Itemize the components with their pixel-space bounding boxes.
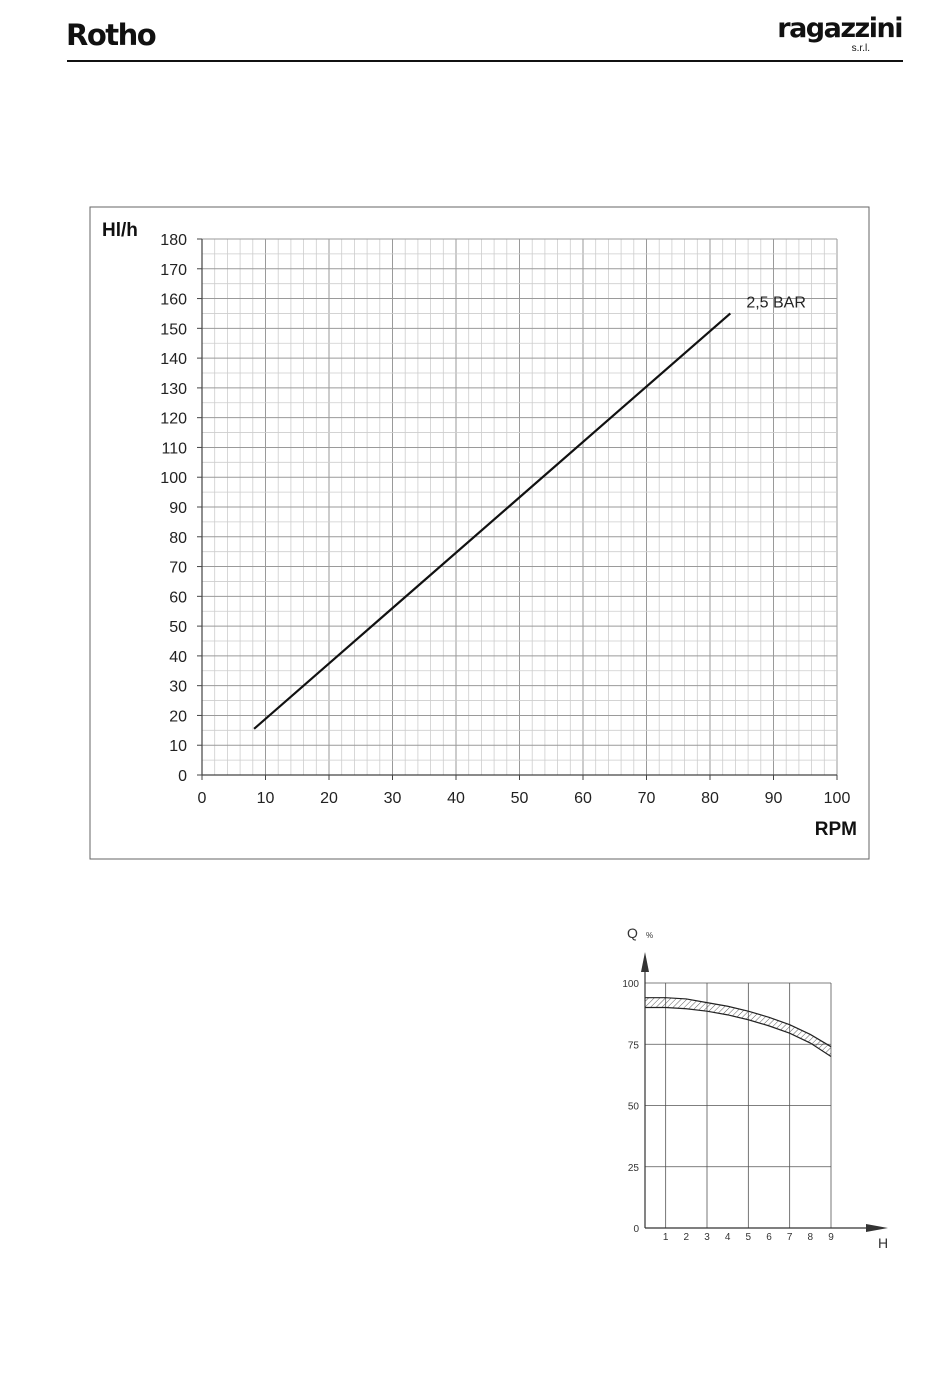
x-axis-title: RPM bbox=[814, 819, 857, 840]
x-tick-label: 50 bbox=[510, 790, 529, 807]
x-tick-label: 70 bbox=[637, 790, 656, 807]
small-y-tick-label: 25 bbox=[627, 1162, 639, 1174]
small-y-tick-label: 50 bbox=[627, 1101, 639, 1113]
y-tick-label: 160 bbox=[160, 291, 187, 309]
efficiency-band-fill bbox=[645, 998, 831, 1057]
small-chart-band bbox=[645, 998, 831, 1057]
small-x-tick-label: 1 bbox=[662, 1232, 669, 1243]
x-tick-label: 90 bbox=[764, 790, 783, 807]
small-chart-grid bbox=[645, 983, 831, 1228]
y-tick-label: 70 bbox=[169, 559, 187, 577]
x-tick-label: 80 bbox=[701, 790, 719, 807]
x-tick-label: 30 bbox=[383, 790, 402, 807]
ragazzini-logo-subtitle: s.r.l. bbox=[851, 43, 870, 54]
small-x-tick-label: 4 bbox=[724, 1232, 731, 1243]
small-x-tick-label: 8 bbox=[807, 1232, 814, 1243]
y-tick-label: 20 bbox=[169, 708, 187, 726]
y-tick-label: 180 bbox=[160, 232, 187, 249]
y-tick-label: 0 bbox=[178, 768, 187, 785]
y-tick-label: 170 bbox=[160, 261, 187, 279]
x-tick-label: 60 bbox=[574, 790, 592, 807]
small-y-tick-label: 100 bbox=[622, 979, 639, 990]
small-y-tick-label: 0 bbox=[633, 1224, 639, 1235]
x-tick-label: 100 bbox=[823, 790, 851, 807]
small-x-tick-label: 2 bbox=[683, 1232, 690, 1243]
small-x-tick-label: 9 bbox=[828, 1232, 834, 1243]
small-x-axis-title: H bbox=[878, 1235, 889, 1251]
y-tick-label: 50 bbox=[169, 619, 187, 637]
y-tick-label: 90 bbox=[169, 500, 187, 517]
small-y-tick-label: 75 bbox=[627, 1040, 639, 1052]
x-tick-label: 0 bbox=[197, 790, 207, 807]
ragazzini-logo-name: ragazzini bbox=[777, 13, 902, 44]
y-tick-label: 120 bbox=[160, 410, 187, 428]
x-tick-label: 10 bbox=[256, 790, 275, 807]
y-tick-label: 130 bbox=[160, 380, 187, 398]
series-label: 2,5 BAR bbox=[746, 294, 806, 312]
y-axis-title: Hl/h bbox=[102, 220, 138, 241]
y-tick-label: 140 bbox=[160, 351, 187, 369]
y-tick-label: 30 bbox=[169, 678, 187, 696]
y-tick-label: 10 bbox=[169, 738, 187, 756]
y-tick-label: 100 bbox=[160, 470, 187, 488]
small-x-tick-label: 3 bbox=[704, 1232, 710, 1243]
y-tick-label: 110 bbox=[161, 440, 187, 458]
small-y-axis-title: Q bbox=[627, 925, 638, 941]
small-x-axis-arrow bbox=[866, 1224, 888, 1232]
small-chart-tick-labels bbox=[622, 979, 834, 1243]
small-chart-axes bbox=[641, 952, 888, 1232]
x-tick-label: 40 bbox=[447, 790, 465, 807]
y-tick-label: 40 bbox=[169, 648, 187, 666]
y-tick-label: 80 bbox=[169, 529, 187, 547]
small-x-tick-label: 6 bbox=[766, 1232, 772, 1243]
small-y-axis-unit: % bbox=[646, 931, 654, 940]
rotho-logo: Rotho bbox=[66, 18, 156, 52]
y-tick-label: 150 bbox=[160, 321, 187, 339]
flow-rpm-chart bbox=[90, 207, 869, 859]
small-y-axis-arrow bbox=[641, 952, 649, 972]
efficiency-chart bbox=[622, 925, 888, 1251]
y-tick-label: 60 bbox=[169, 589, 187, 607]
small-x-tick-label: 7 bbox=[786, 1232, 793, 1243]
x-tick-label: 20 bbox=[320, 790, 338, 807]
small-x-tick-label: 5 bbox=[745, 1232, 752, 1243]
